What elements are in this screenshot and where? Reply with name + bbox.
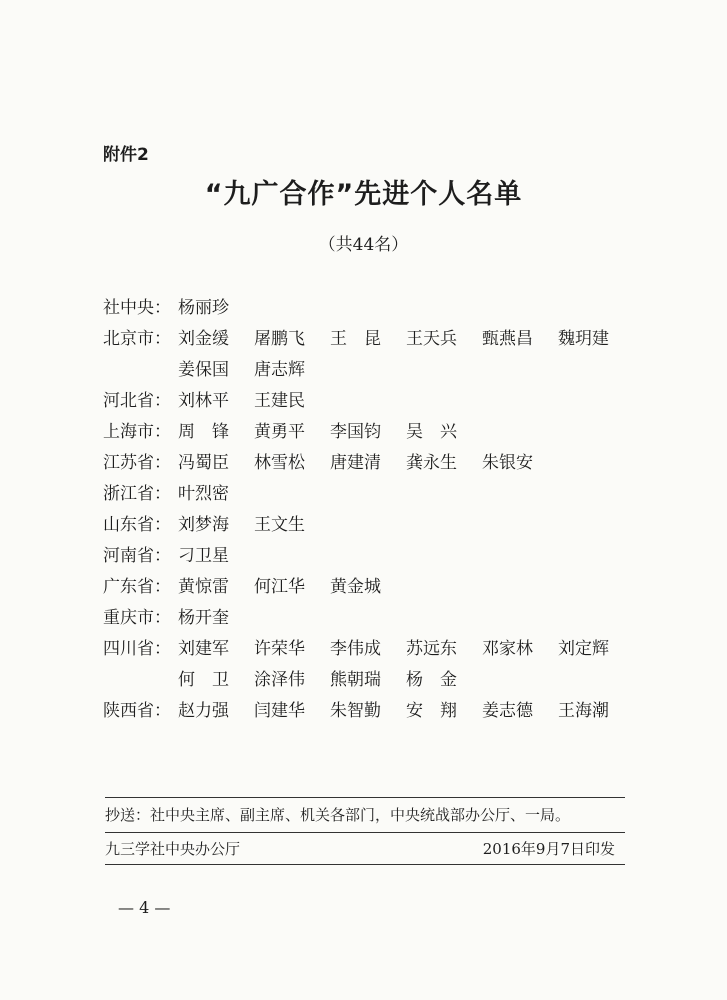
issuer-line	[105, 834, 625, 865]
person-name: 赵力强	[178, 701, 229, 721]
province-label: 北京市：	[103, 329, 171, 349]
attachment-label: 附件2	[103, 145, 149, 165]
name-group	[178, 541, 254, 572]
person-name: 刘林平	[178, 391, 229, 411]
province-label: 上海市：	[103, 422, 171, 442]
person-name: 杨 金	[406, 670, 457, 690]
person-name: 王 昆	[330, 329, 381, 349]
name-group	[178, 603, 254, 634]
list-row	[103, 665, 633, 696]
person-name: 涂泽伟	[254, 670, 305, 690]
name-group	[178, 572, 406, 603]
province-label: 浙江省：	[103, 484, 171, 504]
province-label: 河南省：	[103, 546, 171, 566]
person-name: 刘梦海	[178, 515, 229, 535]
person-name: 甄燕昌	[482, 329, 533, 349]
person-name: 周 锋	[178, 422, 229, 442]
person-name: 许荣华	[254, 639, 305, 659]
name-group	[178, 355, 330, 386]
person-name: 唐志辉	[254, 360, 305, 380]
province-label	[103, 665, 178, 696]
person-name: 姜保国	[178, 360, 229, 380]
person-name: 刘金缓	[178, 329, 229, 349]
province-label: 陕西省：	[103, 701, 171, 721]
name-group	[178, 479, 254, 510]
person-name: 闫建华	[254, 701, 305, 721]
person-name: 朱智勤	[330, 701, 381, 721]
person-name: 黄勇平	[254, 422, 305, 442]
person-name: 刘定辉	[558, 639, 609, 659]
page-number: — 4 —	[118, 898, 171, 917]
name-group	[178, 324, 634, 355]
name-group	[178, 417, 482, 448]
person-name: 何江华	[254, 577, 305, 597]
person-name: 熊朝瑞	[330, 670, 381, 690]
person-name: 刁卫星	[178, 546, 229, 566]
province-label: 山东省：	[103, 515, 171, 535]
count-label: （共44名）	[318, 235, 409, 255]
list-row	[103, 541, 633, 572]
person-name: 林雪松	[254, 453, 305, 473]
list-row	[103, 293, 633, 324]
name-group	[178, 386, 330, 417]
person-name: 黄惊雷	[178, 577, 229, 597]
person-name: 王建民	[254, 391, 305, 411]
person-name: 何 卫	[178, 670, 229, 690]
person-name: 黄金城	[330, 577, 381, 597]
person-name: 苏远东	[406, 639, 457, 659]
name-group	[178, 665, 482, 696]
person-name: 刘建军	[178, 639, 229, 659]
person-name: 李国钧	[330, 422, 381, 442]
person-name: 王文生	[254, 515, 305, 535]
name-group	[178, 634, 634, 665]
province-label: 社中央：	[103, 298, 171, 318]
list-row	[103, 355, 633, 386]
list-row	[103, 479, 633, 510]
name-group	[178, 293, 254, 324]
person-name: 冯蜀臣	[178, 453, 229, 473]
province-label: 广东省：	[103, 577, 171, 597]
province-label: 重庆市：	[103, 608, 171, 628]
person-name: 朱银安	[482, 453, 533, 473]
person-name: 安 翔	[406, 701, 457, 721]
name-group	[178, 448, 558, 479]
person-name: 叶烈密	[178, 484, 229, 504]
person-name: 杨开奎	[178, 608, 229, 628]
person-name: 王海潮	[558, 701, 609, 721]
person-name: 唐建清	[330, 453, 381, 473]
cc-line: 抄送：社中央主席、副主席、机关各部门，中央统战部办公厅、一局。	[105, 797, 625, 833]
name-list	[103, 293, 633, 727]
list-row	[103, 510, 633, 541]
list-row	[103, 386, 633, 417]
list-row	[103, 448, 633, 479]
person-name: 屠鹏飞	[254, 329, 305, 349]
issue-date: 2016年9月7日印发	[482, 840, 615, 858]
list-row	[103, 603, 633, 634]
province-label: 四川省：	[103, 639, 171, 659]
issuer-org: 九三学社中央办公厅	[105, 840, 241, 858]
person-name: 吴 兴	[406, 422, 457, 442]
province-label	[103, 355, 178, 386]
person-name: 龚永生	[406, 453, 457, 473]
name-group	[178, 510, 330, 541]
list-row	[103, 324, 633, 355]
list-row	[103, 634, 633, 665]
province-label: 江苏省：	[103, 453, 171, 473]
list-row	[103, 417, 633, 448]
document-title: “九广合作”先进个人名单	[204, 179, 523, 210]
name-group	[178, 696, 634, 727]
person-name: 李伟成	[330, 639, 381, 659]
person-name: 王天兵	[406, 329, 457, 349]
person-name: 杨丽珍	[178, 298, 229, 318]
person-name: 邓家林	[482, 639, 533, 659]
province-label: 河北省：	[103, 391, 171, 411]
person-name: 姜志德	[482, 701, 533, 721]
list-row	[103, 572, 633, 603]
list-row	[103, 696, 633, 727]
person-name: 魏玥建	[558, 329, 609, 349]
